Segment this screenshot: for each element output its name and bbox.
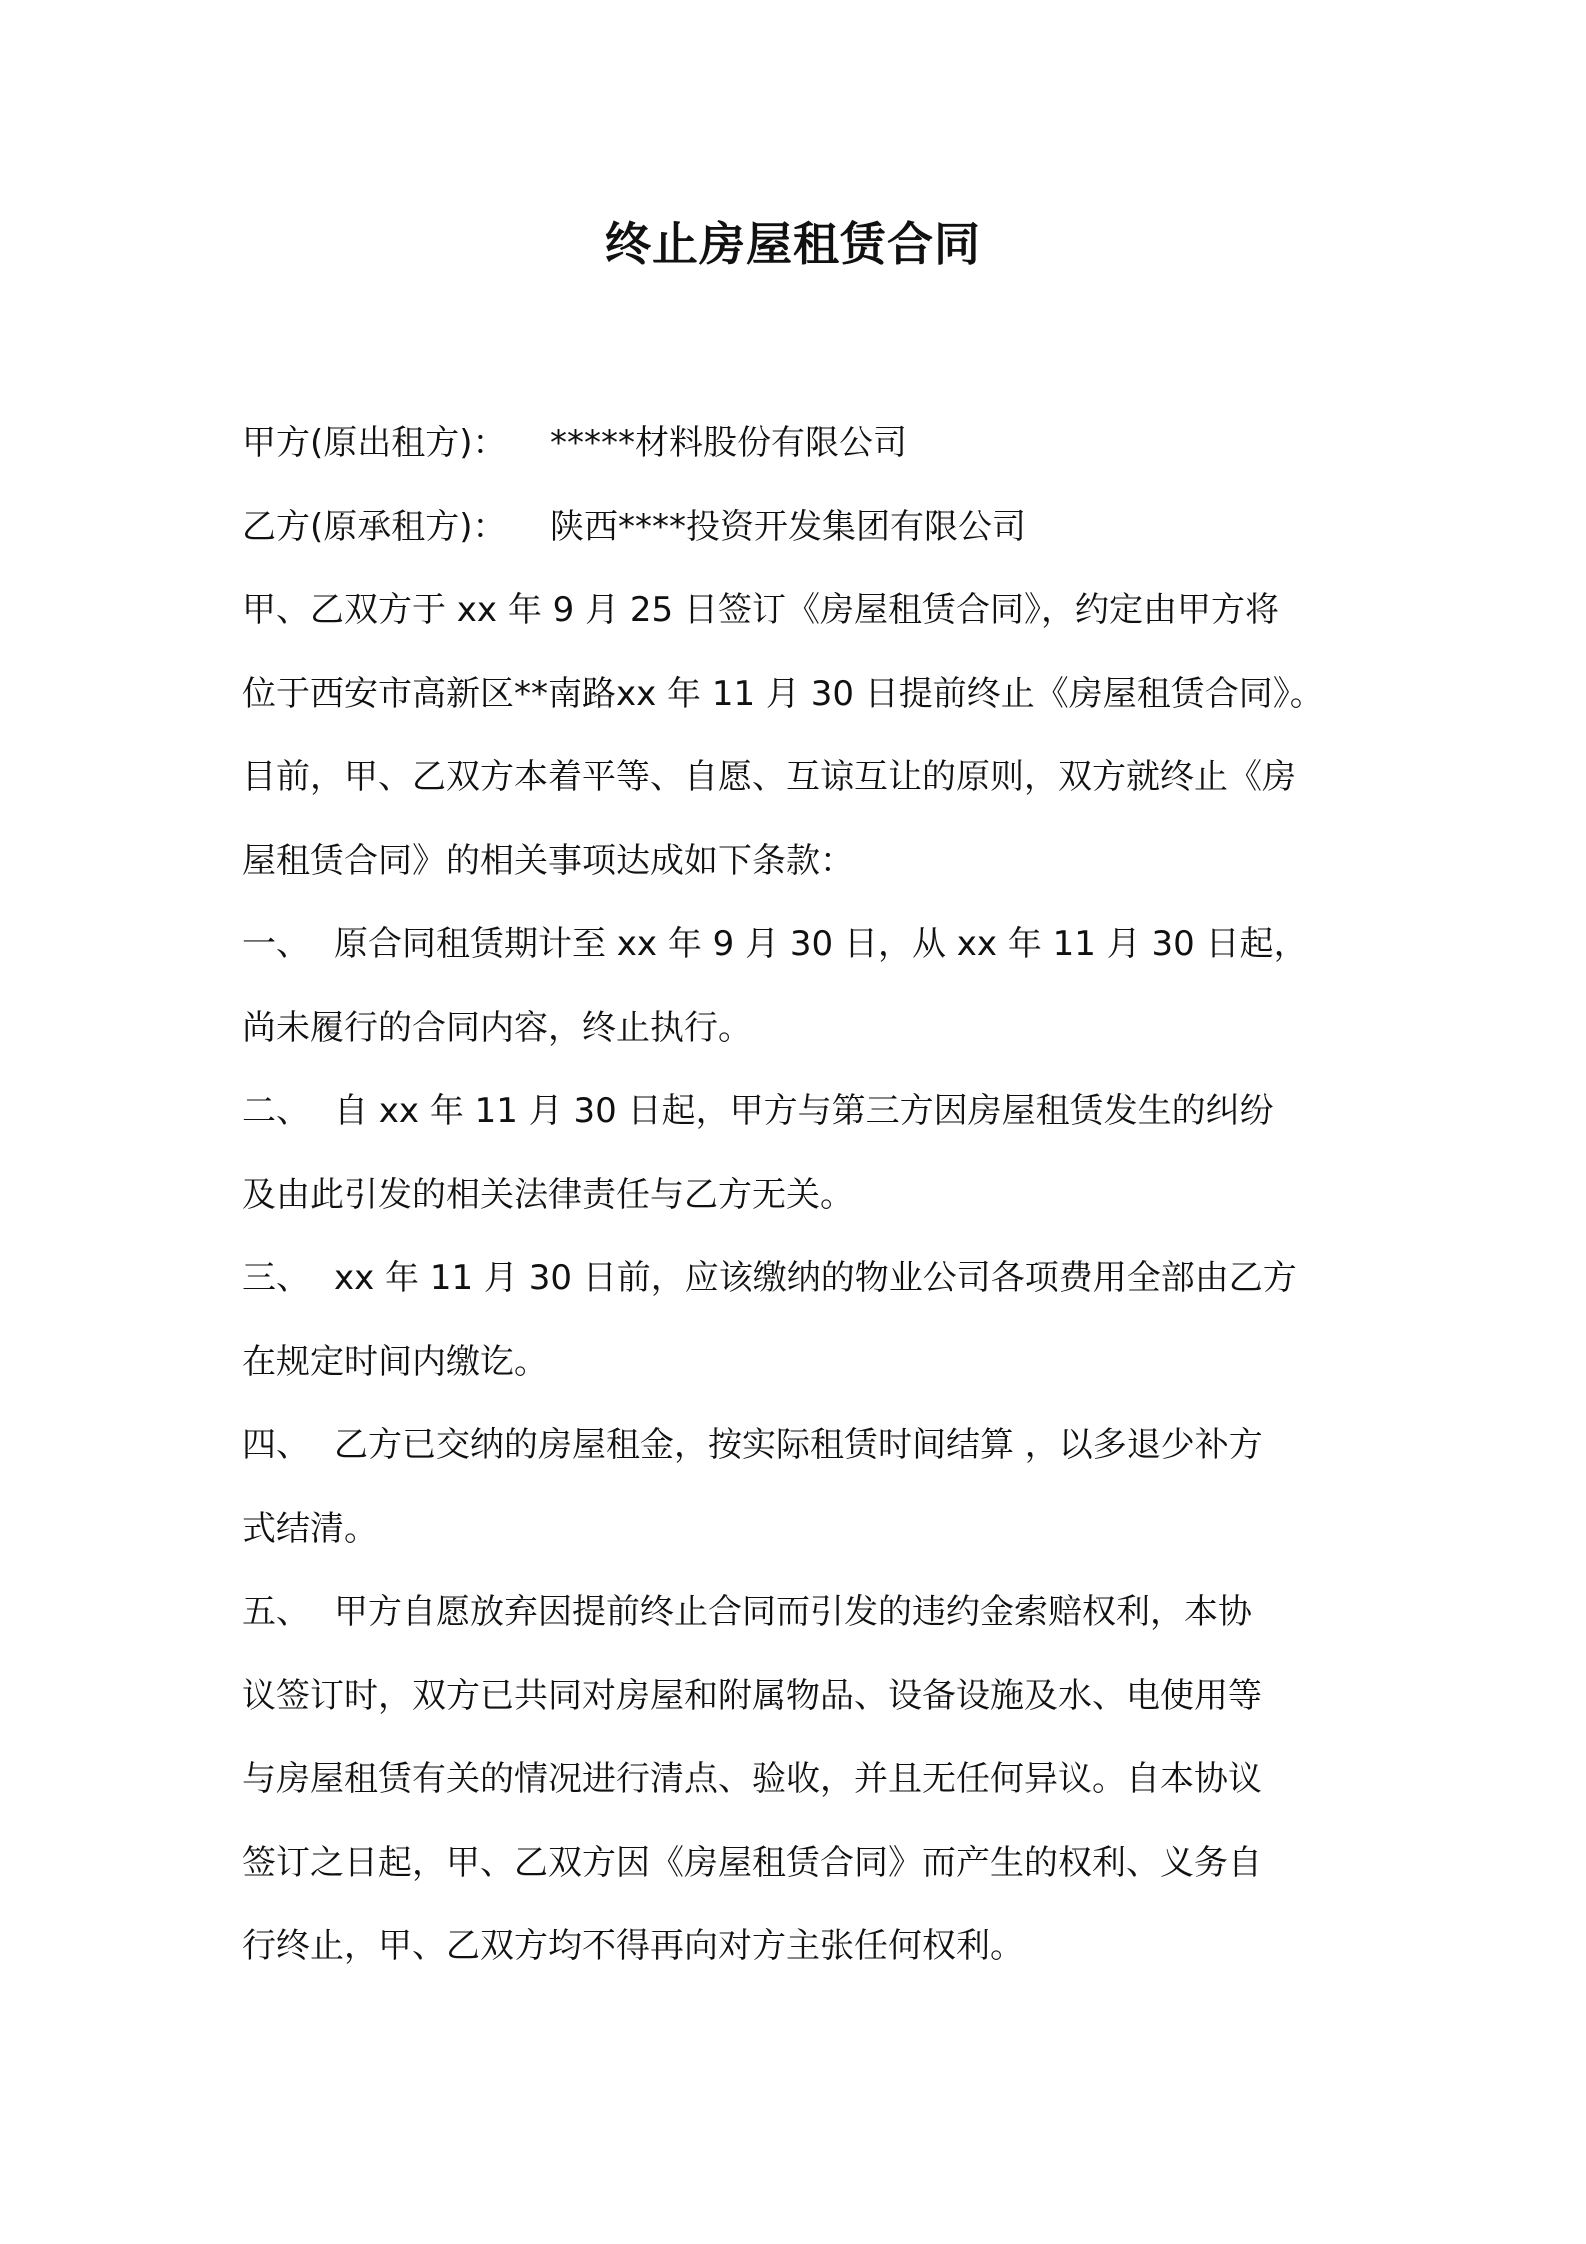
text-line: 及由此引发的相关法律责任与乙方无关。 xyxy=(242,1174,854,1215)
text-line: 议签订时，双方已共同对房屋和附属物品、设备设施及水、电使用等 xyxy=(242,1675,1262,1716)
clause-number: 三、 xyxy=(242,1258,310,1298)
party-lessee xyxy=(242,486,1362,570)
party-value: *****材料股份有限公司 xyxy=(550,423,907,463)
clause-3 xyxy=(242,1237,1362,1404)
clause-text: 甲方自愿放弃因提前终止合同而引发的违约金索赔权利，本协 xyxy=(334,1592,1252,1632)
clause-number: 五、 xyxy=(242,1592,310,1632)
text-line: 与房屋租赁有关的情况进行清点、验收，并且无任何异议。自本协议 xyxy=(242,1759,1262,1799)
clause-1 xyxy=(242,903,1362,1070)
clause-number: 二、 xyxy=(242,1091,310,1131)
clause-text: xx 年 11 月 30 日前，应该缴纳的物业公司各项费用全部由乙方 xyxy=(334,1258,1297,1298)
clause-text: 自 xx 年 11 月 30 日起，甲方与第三方因房屋租赁发生的纠纷 xyxy=(334,1091,1274,1131)
clause-2 xyxy=(242,1070,1362,1237)
clause-5 xyxy=(242,1571,1362,1989)
text-line xyxy=(242,1237,1362,1321)
clause-text: 原合同租赁期计至 xx 年 9 月 30 日，从 xx 年 11 月 30 日起， xyxy=(334,924,1308,964)
text-line: 位于西安市高新区**南路xx 年 11 月 30 日提前终止《房屋租赁合同》。 xyxy=(242,673,1324,714)
text-line: 甲、乙双方于 xx 年 9 月 25 日签订《房屋租赁合同》，约定由甲方将 xyxy=(242,590,1279,630)
party-value: 陕西****投资开发集团有限公司 xyxy=(550,506,1026,547)
clause-text: 乙方已交纳的房屋租金，按实际租赁时间结算 ，以多退少补方 xyxy=(334,1425,1263,1465)
intro-paragraph xyxy=(242,569,1362,903)
document-body xyxy=(242,402,1362,1989)
party-lessor xyxy=(242,402,1362,486)
clause-number: 四、 xyxy=(242,1425,310,1465)
party-label: 乙方(原承租方)： xyxy=(242,506,507,547)
page-title: 终止房屋租赁合同 xyxy=(605,217,981,271)
text-line: 屋租赁合同》的相关事项达成如下条款： xyxy=(242,840,854,881)
text-line: 签订之日起，甲、乙双方因《房屋租赁合同》而产生的权利、义务自 xyxy=(242,1842,1262,1883)
text-line: 在规定时间内缴讫。 xyxy=(242,1341,548,1382)
text-line: 目前，甲、乙双方本着平等、自愿、互谅互让的原则，双方就终止《房 xyxy=(242,757,1296,797)
text-line: 式结清。 xyxy=(242,1508,378,1549)
text-line: 行终止，甲、乙双方均不得再向对方主张任何权利。 xyxy=(242,1926,1024,1966)
text-line xyxy=(242,1404,1362,1488)
text-line xyxy=(242,1571,1362,1655)
party-label: 甲方(原出租方)： xyxy=(242,423,507,463)
text-line xyxy=(242,1070,1362,1154)
text-line xyxy=(242,903,1362,987)
clause-number: 一、 xyxy=(242,924,310,964)
clause-4 xyxy=(242,1404,1362,1571)
text-line: 尚未履行的合同内容，终止执行。 xyxy=(242,1007,752,1048)
